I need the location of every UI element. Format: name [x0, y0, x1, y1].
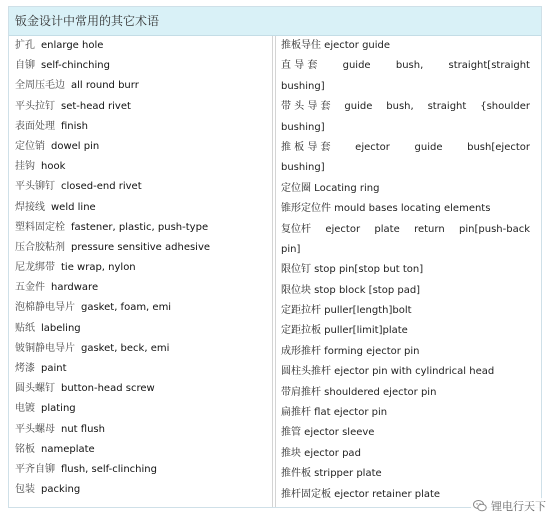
left-term-row — [9, 258, 271, 278]
term-segment: guide — [414, 141, 443, 153]
term-english: flush, self-clinching — [61, 463, 157, 475]
term-segment: 直 导 套 — [281, 60, 318, 72]
right-term-row: bushing] — [281, 80, 325, 92]
term-segment: guide — [342, 60, 371, 72]
left-term-row — [9, 359, 271, 379]
term-english: hardware — [51, 282, 99, 294]
term-segment: pin[push-back — [459, 223, 530, 235]
right-term-row: 推杆固定板 ejector retainer plate — [281, 488, 441, 500]
term-segment: straight — [427, 101, 467, 113]
term-english: nameplate — [41, 443, 95, 455]
term-english: closed-end rivet — [61, 181, 142, 193]
term-english: paint — [41, 363, 67, 374]
term-chinese: 挂钩 — [15, 161, 35, 173]
term-english: enlarge hole — [41, 40, 104, 51]
term-chinese: 压合胶粘剂 — [15, 241, 65, 253]
term-chinese: 表面处理 — [15, 120, 55, 132]
term-chinese: 五金件 — [15, 282, 45, 294]
term-chinese: 电镀 — [15, 403, 35, 415]
term-english: button-head screw — [61, 383, 155, 395]
term-english: all round burr — [71, 80, 139, 92]
right-column — [277, 36, 542, 507]
right-term-row: 推件板 stripper plate — [281, 468, 382, 480]
left-term-row — [9, 56, 271, 76]
left-term-row — [9, 157, 271, 177]
left-term-row — [9, 379, 271, 399]
term-segment: ejector — [355, 141, 390, 153]
term-segment: {shoulder — [480, 101, 530, 113]
right-term-row: 锥形定位件 mould bases locating elements — [281, 203, 491, 215]
term-segment: bush[ejector — [467, 141, 530, 153]
right-term-row — [277, 97, 542, 117]
table-title: 钣金设计中常用的其它术语 — [9, 7, 541, 36]
term-english: finish — [61, 120, 88, 132]
term-chinese: 铍铜静电导片 — [15, 342, 75, 354]
term-english: hook — [41, 161, 66, 173]
term-chinese: 贴纸 — [15, 322, 35, 334]
right-term-row — [277, 220, 542, 240]
term-chinese: 铭板 — [15, 443, 35, 455]
right-term-row — [277, 56, 542, 76]
term-chinese: 泡棉静电导片 — [15, 302, 75, 314]
left-term-row — [9, 420, 271, 440]
term-segment: return — [414, 223, 445, 235]
term-english: pressure sensitive adhesive — [71, 241, 211, 253]
left-term-row — [9, 440, 271, 460]
right-term-row: 推板导住 ejector guide — [281, 40, 391, 51]
term-segment: 推 板 导 套 — [281, 141, 331, 153]
watermark-text: 锂电行天下 — [491, 500, 546, 513]
term-chinese: 包装 — [15, 484, 35, 496]
term-chinese: 平头铆钉 — [15, 181, 55, 193]
term-segment: 复位杆 — [281, 223, 311, 235]
term-chinese: 塑料固定栓 — [15, 221, 65, 233]
left-term-row — [9, 117, 271, 137]
left-term-row — [9, 460, 271, 480]
term-chinese: 烤漆 — [15, 363, 35, 374]
term-segment: ejector — [325, 223, 361, 235]
term-english: set-head rivet — [61, 100, 131, 112]
right-term-row: 限位钉 stop pin[stop but ton] — [281, 264, 424, 276]
left-term-row — [9, 480, 271, 500]
term-english: self-chinching — [41, 60, 110, 72]
term-segment: straight[straight — [448, 60, 530, 72]
right-term-row: bushing] — [281, 121, 325, 133]
term-english: tie wrap, nylon — [61, 262, 136, 274]
left-term-row — [9, 97, 271, 117]
right-term-row: 定距拉板 puller[limit]plate — [281, 325, 408, 337]
term-chinese: 平齐自铆 — [15, 463, 55, 475]
right-term-row: 限位块 stop block [stop pad] — [281, 284, 421, 296]
right-term-row: bushing] — [281, 162, 325, 174]
right-term-row: pin] — [281, 243, 301, 255]
watermark — [471, 498, 548, 514]
term-segment: plate — [374, 223, 400, 235]
left-term-row — [9, 177, 271, 197]
term-chinese: 尼龙绑带 — [15, 262, 55, 274]
term-english: plating — [41, 403, 76, 415]
left-term-row — [9, 399, 271, 419]
term-english: labeling — [41, 322, 81, 334]
term-chinese: 焊接线 — [15, 201, 45, 213]
left-term-row — [9, 137, 271, 157]
term-english: gasket, foam, emi — [81, 302, 172, 314]
left-term-row — [9, 278, 271, 298]
right-term-row: 成形推杆 forming ejector pin — [281, 345, 420, 357]
left-term-row — [9, 36, 271, 56]
term-segment: guide — [344, 101, 373, 113]
left-term-row — [9, 319, 271, 339]
right-term-row: 圆柱头推杆 ejector pin with cylindrical head — [281, 366, 495, 378]
term-chinese: 扩孔 — [15, 40, 35, 51]
term-chinese: 自铆 — [15, 60, 35, 72]
left-term-row — [9, 218, 271, 238]
left-column — [9, 36, 271, 507]
left-term-row — [9, 198, 271, 218]
right-term-row: 定距拉杆 puller[length]bolt — [281, 305, 412, 317]
term-english: nut flush — [61, 423, 105, 435]
right-term-row: 带肩推杆 shouldered ejector pin — [281, 386, 437, 398]
term-segment: 带 头 导 套 — [281, 101, 331, 113]
term-english: packing — [41, 484, 81, 496]
term-chinese: 圆头螺钉 — [15, 383, 55, 395]
term-english: dowel pin — [51, 140, 100, 152]
term-chinese: 平头拉钉 — [15, 100, 55, 112]
right-term-row: 扁推杆 flat ejector pin — [281, 407, 388, 419]
left-term-row — [9, 76, 271, 96]
term-chinese: 全周压毛边 — [15, 80, 65, 92]
right-term-row: 定位圈 Locating ring — [281, 182, 380, 194]
term-english: weld line — [51, 201, 96, 213]
term-chinese: 平头螺母 — [15, 423, 55, 435]
right-term-row — [277, 138, 542, 158]
term-segment: bush, — [395, 60, 424, 72]
left-term-row — [9, 238, 271, 258]
term-segment: bush, — [386, 101, 414, 113]
left-term-row — [9, 298, 271, 318]
column-divider — [272, 36, 276, 507]
right-term-row: 推块 ejector pad — [281, 447, 361, 459]
term-chinese: 定位销 — [15, 140, 45, 152]
term-english: fastener, plastic, push-type — [71, 221, 209, 233]
left-term-row — [9, 339, 271, 359]
term-english: gasket, beck, emi — [81, 342, 170, 354]
wechat-icon — [473, 499, 487, 513]
terms-table — [8, 6, 542, 508]
right-term-row: 推管 ejector sleeve — [281, 427, 375, 439]
